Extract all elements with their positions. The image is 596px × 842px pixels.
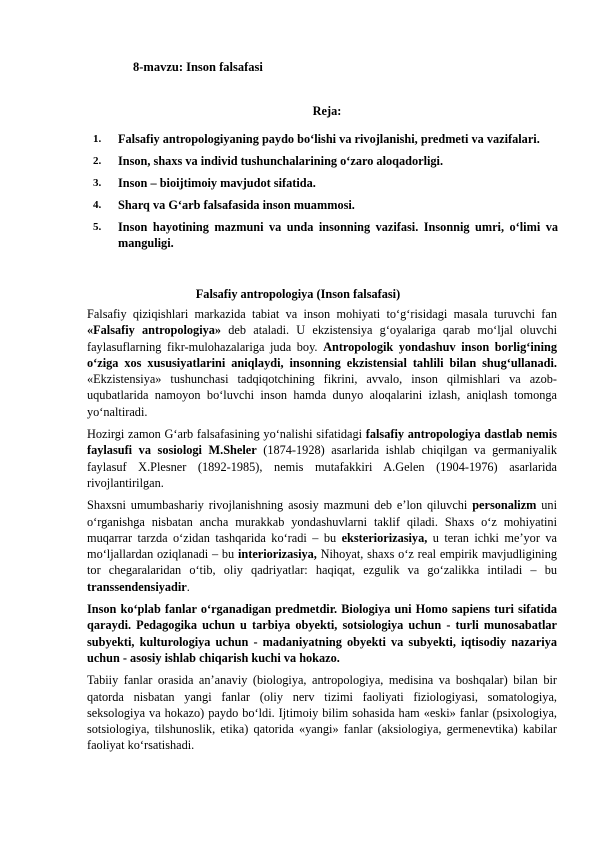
plan-item <box>93 197 558 213</box>
paragraph <box>87 306 557 420</box>
text-run: «Ekzistensiya» tushunchasi tadqiqotchining fikrini, avvalo, inson qilmishlari va azob-uqubatlarida namoyon bo‘luvchi inson hamda dunyo aloqalarini izlash, aniqlash tomonga yo‘naltiradi. <box>87 372 557 419</box>
plan-item-text: Sharq va G‘arb falsafasida inson muammosi. <box>118 198 355 212</box>
bold-term: personalizm <box>472 498 537 513</box>
plan-item-number: 2. <box>93 155 102 167</box>
bold-statement: falsafiy antropologiya dastlab nemis faylasufi va sosiologi M.Sheler <box>87 427 558 458</box>
bold-term: «Falsafiy antropologiya» <box>87 323 222 338</box>
plan-item <box>93 153 558 169</box>
plan-item-number: 1. <box>93 133 102 145</box>
plan-item-text: Inson hayotining mazmuni va unda insonning vazifasi. Insonnig umri, o‘limi va manguligi. <box>118 220 558 250</box>
body-text <box>87 306 557 760</box>
text-run: deb ataladi. U ekzistensiya g‘oyalariga qarab mo‘ljal oluvchi faylasuflarning fikr-mulohazalariga juda boy. <box>87 323 558 354</box>
section-title: Falsafiy antropologiya (Inson falsafasi) <box>195 287 401 301</box>
text-run: . <box>186 579 190 594</box>
plan-heading: Reja: <box>312 104 342 118</box>
bold-term: transsendensiyadir <box>87 579 187 594</box>
paragraph <box>87 497 557 595</box>
plan-item-number: 5. <box>93 221 102 233</box>
plan-item-text: Inson, shaxs va individ tushunchalarining o‘zaro aloqadorligi. <box>118 154 444 168</box>
plan-list <box>93 131 558 257</box>
plan-item-text: Falsafiy antropologiyaning paydo bo‘lishi va rivojlanishi, predmeti va vazifalari. <box>118 132 540 146</box>
text-run: Shaxsni umumbashariy rivojlanishning asosiy mazmuni deb e’lon qiluvchi <box>87 498 473 513</box>
topic-title: 8-mavzu: Inson falsafasi <box>133 60 263 74</box>
paragraph <box>87 426 557 491</box>
plan-item-text: Inson – bioijtimoiy mavjudot sifatida. <box>118 176 316 190</box>
text-run: Hozirgi zamon G‘arb falsafasining yo‘nalishi sifatidagi <box>87 427 366 442</box>
plan-item <box>93 175 558 191</box>
plan-item-number: 4. <box>93 199 102 211</box>
plan-item <box>93 219 558 251</box>
text-run: Nihoyat, shaxs o‘z real empirik mavjudligining tor chegaralaridan o‘tib, oliy qadriyatlar: haqiqat, ezgulik va go‘zalikka intiladi – bu <box>87 547 557 578</box>
bold-paragraph: Inson ko‘plab fanlar o‘rganadigan predmetdir. Biologiya uni Homo sapiens turi sifatida qaraydi. Pedagogika uchun u tarbiya obyekti, sotsiologiya uchun - turli munosabatlar subyekti, kulturologiya uchun - madaniyatning obyekti va subyekti, iqtisodiy nazariya uchun - asosiy ishlab chiqarish kuchi va hokazo. <box>87 602 557 665</box>
bold-statement: Antropologik yondashuv inson borlig‘ining o‘ziga xos xususiyatlarini aniqlaydi, insonning ekzistensial tahlili bilan shug‘ullanadi. <box>87 339 557 370</box>
paragraph: Tabiiy fanlar orasida an’anaviy (biologiya, antropologiya, medisina va boshqalar) bilan bir qatorda nisbatan yangi fanlar (oliy nerv tizimi faoliyati fiziologiyasi, somatologiya, seksologiya va hokazo) paydo bo‘ldi. Ijtimoiy bilim sohasida ham «eski» fanlar (psixologiya, sotsiologiya, tilshunoslik, etika) qatorida «yangi» fanlar (aksiologiya, germenevtika) kabilar faoliyat ko‘rsatishadi. <box>87 673 557 753</box>
bold-term: interiorizasiya, <box>237 547 317 562</box>
bold-term: eksteriorizasiya, <box>341 530 428 545</box>
paragraph <box>87 601 557 666</box>
text-run: u teran ichki me’yor va mo‘ljallardan oziqlanadi – bu <box>87 530 557 562</box>
text-run: uni o‘rganishga nisbatan ancha murakkab yondashuvlarni taklif qiladi. Shaxs o‘z mohiyatini muqarrar tarzda o‘zidan tashqarida ko‘radi – bu <box>87 498 557 545</box>
plan-item-number: 3. <box>93 177 102 189</box>
text-run: Falsafiy qiziqishlari markazida tabiat va inson mohiyati to‘g‘risidagi masala turuvchi fan <box>87 307 557 321</box>
text-run: (1874-1928) asarlarida ishlab chiqilgan va germaniyalik faylasuf X.Plesner (1892-1985), nemis mutafakkiri A.Gelen (1904-1976) asarlarida rivojlantirilgan. <box>87 443 557 490</box>
plan-item <box>93 131 558 147</box>
